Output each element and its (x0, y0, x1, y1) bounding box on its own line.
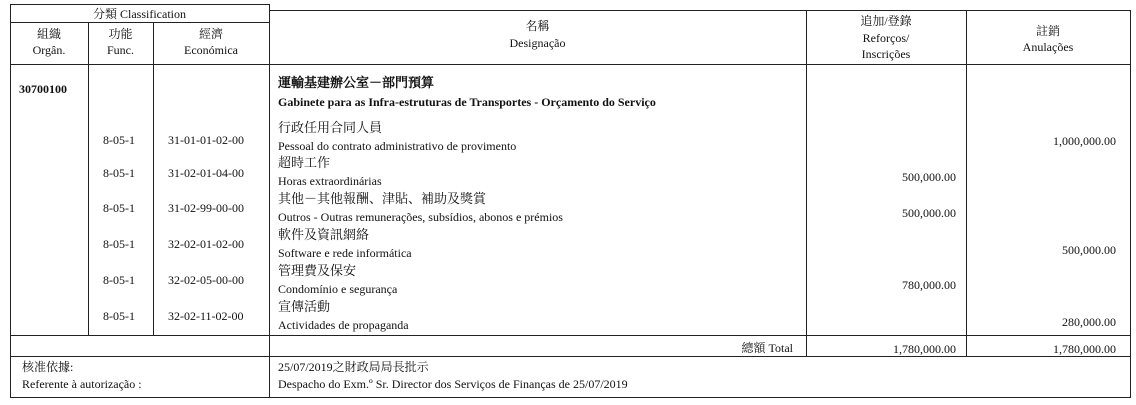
organ-header-zh: 組織 (36, 27, 61, 41)
designation-header-pt: Designação (509, 36, 566, 50)
row-anulacoes-amount: 280,000.00 (1062, 315, 1116, 329)
row-anulacoes-amount: 500,000.00 (1062, 243, 1116, 257)
row-designation-pt: Software e rede informática (278, 246, 412, 260)
row-designation-pt: Outros - Outras remunerações, subsídios, abonos e prémios (278, 210, 563, 224)
row-econ-code: 31-01-01-02-00 (168, 133, 244, 147)
reforcos-header-pt1: Reforços/ (862, 31, 910, 45)
row-func-code: 8-05-1 (103, 273, 135, 287)
row-func-code: 8-05-1 (103, 201, 135, 215)
reforcos-header-pt2: Inscrições (861, 47, 911, 61)
row-reforcos-amount: 500,000.00 (902, 206, 956, 220)
row-func-code: 8-05-1 (103, 309, 135, 323)
row-reforcos-amount: 780,000.00 (902, 278, 956, 292)
authorization-label-pt: Referente à autorização : (22, 377, 142, 391)
econ-header-zh: 經濟 (198, 27, 223, 41)
row-designation-zh: 其他－其他報酬、津貼、補助及獎賞 (278, 191, 487, 206)
row-econ-code: 31-02-99-00-00 (168, 201, 244, 215)
department-name-pt: Gabinete para as Infra-estruturas de Transportes - Orçamento do Serviço (278, 95, 656, 109)
table-right-border (1130, 10, 1131, 398)
authorization-label-zh: 核准依據: (22, 360, 74, 374)
row-econ-code: 32-02-01-02-00 (168, 237, 244, 251)
column-divider-func (153, 22, 154, 336)
row-designation-pt: Condomínio e segurança (278, 282, 398, 296)
row-func-code: 8-05-1 (103, 166, 135, 180)
row-econ-code: 31-02-01-04-00 (168, 166, 244, 180)
anulacoes-header-zh: 註銷 (1035, 24, 1060, 38)
row-designation-zh: 管理費及保安 (278, 263, 357, 278)
table-bottom-border (10, 397, 1131, 398)
department-name-zh: 運輸基建辦公室－部門預算 (278, 75, 435, 90)
authorization-text-zh: 25/07/2019之財政局局長批示 (278, 360, 429, 374)
row-designation-pt: Actividades de propaganda (278, 318, 409, 332)
table-top-border (10, 4, 269, 5)
classification-divider (10, 22, 269, 23)
total-row-bottom (10, 356, 1131, 357)
authorization-text-pt: Despacho do Exm.º Sr. Director dos Serviços de Finanças de 25/07/2019 (278, 377, 628, 391)
func-header-zh: 功能 (108, 27, 133, 41)
row-designation-zh: 行政任用合同人員 (278, 120, 383, 135)
organ-header-pt: Orgân. (32, 43, 66, 57)
anulacoes-header-pt: Anulações (1022, 40, 1074, 54)
header-bottom-border (10, 64, 1131, 65)
row-designation-zh: 超時工作 (278, 155, 331, 170)
total-label: 總額 Total (741, 341, 793, 355)
column-divider-organ (88, 22, 89, 336)
row-designation-pt: Horas extraordinárias (278, 174, 382, 188)
func-header-pt: Func. (107, 43, 134, 57)
body-bottom-border (10, 335, 1131, 336)
row-func-code: 8-05-1 (103, 237, 135, 251)
econ-header-pt: Económica (184, 43, 238, 57)
row-econ-code: 32-02-05-00-00 (168, 273, 244, 287)
table-left-border (10, 4, 11, 398)
row-designation-pt: Pessoal do contrato administrativo de provimento (278, 139, 517, 153)
department-code: 30700100 (19, 82, 67, 96)
row-func-code: 8-05-1 (103, 133, 135, 147)
row-reforcos-amount: 500,000.00 (902, 170, 956, 184)
row-anulacoes-amount: 1,000,000.00 (1053, 134, 1116, 148)
row-econ-code: 32-02-11-02-00 (168, 309, 244, 323)
table-top-border-right (269, 10, 1131, 11)
row-designation-zh: 宣傳活動 (278, 299, 331, 314)
row-designation-zh: 軟件及資訊網絡 (278, 227, 370, 242)
column-divider-reforcos (966, 10, 967, 357)
total-reforcos: 1,780,000.00 (893, 342, 956, 356)
classification-header: 分類 Classification (93, 7, 186, 21)
column-divider-econ (269, 4, 270, 398)
total-anulacoes: 1,780,000.00 (1053, 342, 1116, 356)
designation-header-zh: 名稱 (525, 19, 550, 33)
reforcos-header-zh: 追加/登錄 (860, 14, 912, 28)
